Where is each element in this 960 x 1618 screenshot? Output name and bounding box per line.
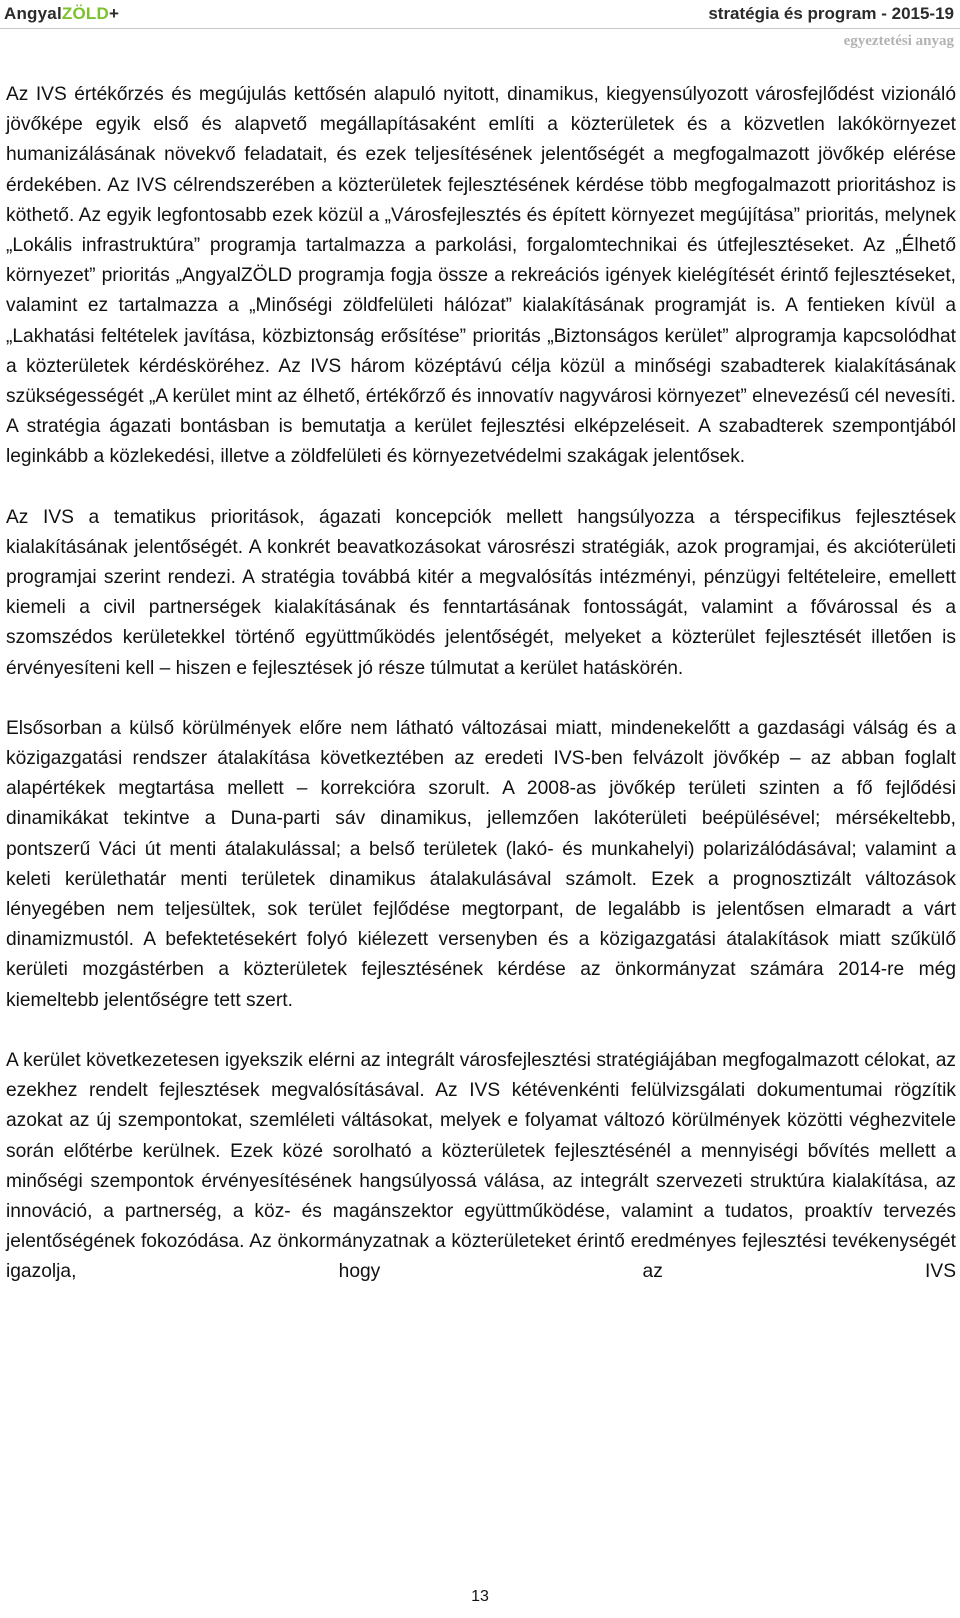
paragraph-2: Az IVS a tematikus prioritások, ágazati koncepciók mellett hangsúlyozza a térspecifikus fejlesztések kialakításának jelentőségét. A konkrét beavatkozásokat városrészi stratégiák, azok programjai, és akcióterületi programjai szerint rendezi. A stratégia továbbá kitér a megvalósítás intézményi, pénzügyi feltételeire, emellett kiemeli a civil partnerségek kialakításának és fenntartásának fontosságát, valamint a fővárossal és a szomszédos kerületekkel történő együttműködés jelentőségét, melyeket a közterület fejlesztését illetően is érvényesíteni kell – hiszen e fejlesztések jó része túlmutat a kerület hatáskörén.	[6, 506, 956, 679]
document-status: egyeztetési anyag	[843, 33, 954, 49]
header-divider	[0, 28, 960, 29]
document-body	[6, 80, 956, 1288]
brand-name-green-part: ZÖLD	[61, 4, 109, 23]
brand-logo	[4, 4, 119, 24]
document-title: stratégia és program - 2015-19	[708, 4, 954, 23]
brand-name-part: Angyal	[4, 4, 62, 23]
page-header	[0, 0, 960, 62]
paragraph-3: Elsősorban a külső körülmények előre nem látható változásai miatt, mindenekelőtt a gazdasági válság és a közigazgatási rendszer átalakítása következtében az eredeti IVS-ben felvázolt jövőkép – az abban foglalt alapértékek megtartása mellett – korrekcióra szorult. A 2008-as jövőkép területi szinten a fő fejlődési dinamikákat tekintve a Duna-parti sáv dinamikus, jellemzően lakóterületi beépülésével; mérsékeltebb, pontszerű Váci út menti átalakulással; a belső területek (lakó- és munkahelyi) polarizálódásával; valamint a keleti kerülethatár menti területek dinamikus átalakulásával számolt. Ezek a prognosztizált változások lényegében nem teljesültek, sok terület fejlődése megtorpant, de legalább is jelentősen elmaradt a várt dinamizmustól. A befektetésekért folyó kiélezett versenyben és a közigazgatási átalakítások miatt szűkülő kerületi mozgástérben a közterületek fejlesztésének kérdése az önkormányzat számára 2014-re még kiemeltebb jelentőségre tett szert.	[6, 717, 956, 1011]
paragraph-1: Az IVS értékőrzés és megújulás kettősén alapuló nyitott, dinamikus, kiegyensúlyozott városfejlődést vizionáló jövőképe egyik első és alapvető megállapításaként említi a közterületek és a közvetlen lakókörnyezet humanizálásának növekvő feladatait, és ezek teljesítésének jelentőségét a megfogalmazott jövőkép elérése érdekében. Az IVS célrendszerében a közterületek fejlesztésének kérdése több megfogalmazott prioritáshoz is köthető. Az egyik legfontosabb ezek közül a „Városfejlesztés és épített környezet megújítása” prioritás, melynek „Lokális infrastruktúra” programja tartalmazza a parkolási, forgalomtechnikai és útfejlesztéseket. Az „Élhető környezet” prioritás „AngyalZÖLD programja fogja össze a rekreációs igények kielégítését érintő fejlesztéseket, valamint ez tartalmazza a „Minőségi zöldfelületi hálózat” kialakításának programját is. A fentieken kívül a „Lakhatási feltételek javítása, közbiztonság erősítése” prioritás „Biztonságos kerület” alprogramja kapcsolódhat a közterületek kérdésköréhez. Az IVS három középtávú célja közül a minőségi szabadterek kialakításának szükségességét „A kerület mint az élhető, értékőrző és innovatív nagyvárosi környezet” elnevezésű cél nevesíti. A stratégia ágazati bontásban is bemutatja a kerület fejlesztési elképzeléseit. A szabadterek szempontjából leginkább a közlekedési, illetve a zöldfelületi és környezetvédelmi szakágak jelentősek.	[6, 84, 956, 468]
page-number: 13	[471, 1588, 489, 1605]
brand-name-plus: +	[108, 4, 120, 23]
paragraph-4: A kerület következetesen igyekszik elérni az integrált városfejlesztési stratégiájában megfogalmazott célokat, az ezekhez rendelt fejlesztések megvalósításával. Az IVS kétévenkénti felülvizsgálati dokumentumai rögzítik azokat az új szempontokat, szemléleti váltásokat, melyek e folyamat változó körülmények közötti véghezvitele során előtérbe kerülnek. Ezek közé sorolható a közterületek fejlesztésénél a mennyiségi bővítés mellett a minőségi szempontok érvényesítésének hangsúlyossá válása, az integrált szervezeti struktúra kialakítása, az innováció, a partnerség, a köz- és magánszektor együttműködése, valamint a tudatos, proaktív tervezés jelentőségének fokozódása. Az önkormányzatnak a közterületeket érintő eredményes fejlesztési tevékenységét igazolja, hogy az IVS	[6, 1049, 956, 1283]
